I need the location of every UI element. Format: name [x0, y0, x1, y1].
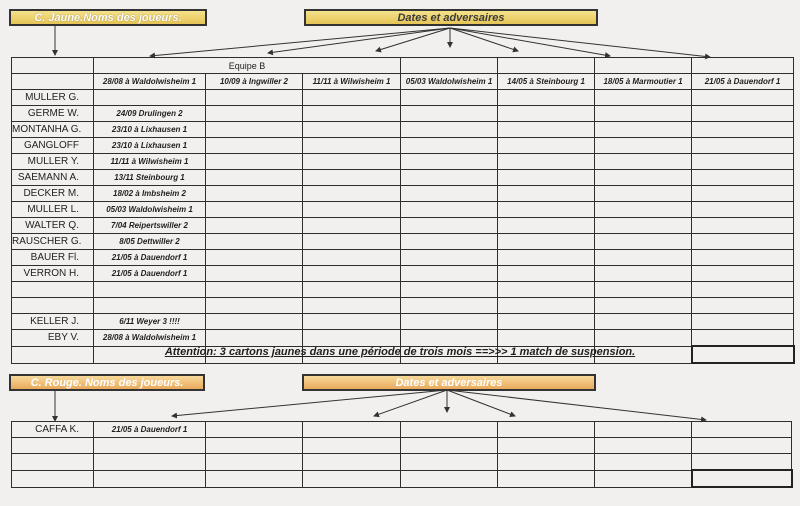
card-entry: 18/02 à Imbsheim 2: [94, 186, 206, 202]
player-name: DECKER M.: [12, 186, 94, 202]
empty-cell: [303, 314, 401, 330]
empty-cell: [401, 138, 498, 154]
player-name: [12, 438, 94, 454]
column-header: 10/09 à Ingwiller 2: [206, 74, 303, 90]
empty-cell: [401, 330, 498, 347]
empty-cell: [692, 454, 792, 471]
empty-cell: [692, 298, 794, 314]
table-row: [12, 298, 794, 314]
empty-cell: [692, 330, 794, 347]
empty-cell: [692, 186, 794, 202]
card-entry: 8/05 Dettwiller 2: [94, 234, 206, 250]
empty-cell: [595, 138, 692, 154]
table-row: [12, 330, 794, 347]
player-name: MULLER G.: [12, 90, 94, 106]
table-row: [12, 122, 794, 138]
table-row: [12, 282, 794, 298]
empty-cell: [303, 106, 401, 122]
empty-cell: [206, 314, 303, 330]
empty-cell: [692, 266, 794, 282]
empty-cell: [498, 298, 595, 314]
empty-cell: [303, 202, 401, 218]
empty-cell: [595, 266, 692, 282]
empty-cell: [692, 234, 794, 250]
column-header-blank: [12, 74, 94, 90]
empty-cell: [692, 422, 792, 438]
empty-cell: [206, 90, 303, 106]
empty-cell: [401, 314, 498, 330]
player-name: MONTANHA G.: [12, 122, 94, 138]
empty-cell: [303, 122, 401, 138]
player-name: [12, 454, 94, 471]
empty-cell: [692, 282, 794, 298]
empty-cell: [595, 250, 692, 266]
empty-cell: [498, 106, 595, 122]
player-name: BAUER Fl.: [12, 250, 94, 266]
empty-cell: [595, 186, 692, 202]
empty-cell: [401, 250, 498, 266]
card-entry: [94, 454, 206, 471]
table-row: [12, 266, 794, 282]
empty-cell: [498, 282, 595, 298]
table-row: [12, 218, 794, 234]
empty-cell: [595, 422, 692, 438]
empty-cell: [692, 122, 794, 138]
card-entry: 05/03 Waldolwisheim 1: [94, 202, 206, 218]
empty-cell: [692, 106, 794, 122]
empty-cell: [498, 250, 595, 266]
red-card-table: [11, 421, 793, 488]
empty-cell: [692, 250, 794, 266]
column-header: 28/08 à Waldolwisheim 1: [94, 74, 206, 90]
empty-cell: [595, 282, 692, 298]
empty-cell: [206, 170, 303, 186]
yellow-card-table: [11, 57, 795, 364]
card-entry: 28/08 à Waldolwisheim 1: [94, 330, 206, 347]
player-name: KELLER J.: [12, 314, 94, 330]
player-name: MULLER Y.: [12, 154, 94, 170]
card-entry: 7/04 Reipertswiller 2: [94, 218, 206, 234]
empty-cell: [303, 454, 401, 471]
empty-cell: [401, 154, 498, 170]
empty-cell: [401, 282, 498, 298]
card-entry: 21/05 à Dauendorf 1: [94, 250, 206, 266]
table-row: [12, 138, 794, 154]
empty-cell: [498, 218, 595, 234]
card-entry: [94, 470, 206, 487]
empty-cell: [595, 122, 692, 138]
empty-cell: [303, 470, 401, 487]
empty-cell: [401, 186, 498, 202]
table-row: [12, 186, 794, 202]
empty-cell: [206, 122, 303, 138]
empty-cell: [498, 314, 595, 330]
table-row: [12, 454, 792, 471]
card-entry: [94, 298, 206, 314]
empty-cell: [303, 186, 401, 202]
empty-cell: [595, 454, 692, 471]
empty-cell: [206, 154, 303, 170]
card-entry: 11/11 à Wilwisheim 1: [94, 154, 206, 170]
empty-cell: [206, 438, 303, 454]
empty-cell: [498, 330, 595, 347]
empty-cell: [206, 422, 303, 438]
empty-cell: [498, 438, 595, 454]
empty-cell: [595, 470, 692, 487]
empty-cell: [206, 250, 303, 266]
player-name: GANGLOFF: [12, 138, 94, 154]
card-entry: 21/05 à Dauendorf 1: [94, 422, 206, 438]
empty-cell: [401, 90, 498, 106]
column-header: 05/03 Waldolwisheim 1: [401, 74, 498, 90]
empty-cell: [206, 266, 303, 282]
empty-cell: [692, 90, 794, 106]
empty-cell: [303, 170, 401, 186]
empty-cell: [206, 138, 303, 154]
empty-cell: [206, 106, 303, 122]
empty-cell: [498, 138, 595, 154]
empty-cell: [401, 202, 498, 218]
empty-cell: [206, 298, 303, 314]
empty-cell: [401, 298, 498, 314]
empty-cell: [206, 218, 303, 234]
empty-cell: [498, 154, 595, 170]
empty-cell: [692, 202, 794, 218]
empty-cell: [498, 470, 595, 487]
player-name: WALTER Q.: [12, 218, 94, 234]
table-row: [12, 90, 794, 106]
empty-cell: [303, 266, 401, 282]
empty-cell: [595, 218, 692, 234]
empty-cell: [692, 218, 794, 234]
team-header: Equipe B: [94, 58, 401, 74]
player-name: MULLER L.: [12, 202, 94, 218]
player-name: RAUSCHER G.: [12, 234, 94, 250]
empty-cell: [498, 202, 595, 218]
empty-cell: [498, 186, 595, 202]
red-card-dates-label: [302, 374, 596, 391]
empty-cell: [206, 186, 303, 202]
empty-cell: [401, 266, 498, 282]
empty-cell: [692, 154, 794, 170]
empty-cell: [498, 266, 595, 282]
attention-note: Attention: 3 cartons jaunes dans une période de trois mois ==>>> 1 match de suspension.: [164, 346, 636, 358]
red-date-arrow-1: [172, 390, 447, 416]
empty-cell: [401, 106, 498, 122]
red-players-label-text: C. Rouge. Noms des joueurs.: [30, 376, 184, 389]
player-name: [12, 298, 94, 314]
empty-cell: [303, 330, 401, 347]
empty-cell: [595, 202, 692, 218]
empty-cell: [595, 314, 692, 330]
empty-cell: [498, 90, 595, 106]
empty-cell: [303, 250, 401, 266]
empty-cell: [401, 122, 498, 138]
empty-cell: [303, 438, 401, 454]
empty-cell: [303, 138, 401, 154]
empty-cell: [692, 170, 794, 186]
column-header: 14/05 à Steinbourg 1: [498, 74, 595, 90]
player-name: CAFFA K.: [12, 422, 94, 438]
column-header: 11/11 à Wilwisheim 1: [303, 74, 401, 90]
card-entry: [94, 90, 206, 106]
card-entry: 24/09 Drulingen 2: [94, 106, 206, 122]
empty-cell: [401, 234, 498, 250]
table-row: [12, 470, 792, 487]
empty-cell: [498, 170, 595, 186]
empty-cell: [206, 234, 303, 250]
card-entry: 13/11 Steinbourg 1: [94, 170, 206, 186]
empty-cell: [595, 330, 692, 347]
table-row: [12, 170, 794, 186]
player-name: VERRON H.: [12, 266, 94, 282]
table-row: [12, 106, 794, 122]
table-row: [12, 250, 794, 266]
empty-cell: [401, 218, 498, 234]
card-entry: 23/10 à Lixhausen 1: [94, 138, 206, 154]
empty-cell: [498, 422, 595, 438]
card-entry: [94, 282, 206, 298]
red-dates-label-text: Dates et adversaires: [395, 376, 503, 389]
empty-cell: [401, 170, 498, 186]
yellow-dates-label-text: Dates et adversaires: [397, 11, 505, 24]
card-entry: 23/10 à Lixhausen 1: [94, 122, 206, 138]
empty-cell: [206, 470, 303, 487]
empty-cell: [595, 298, 692, 314]
empty-cell: [401, 454, 498, 471]
empty-cell: [206, 282, 303, 298]
table-row: [12, 314, 794, 330]
card-entry: 21/05 à Dauendorf 1: [94, 266, 206, 282]
empty-cell: [303, 298, 401, 314]
empty-cell: [303, 282, 401, 298]
player-name: EBY V.: [12, 330, 94, 347]
empty-cell: [692, 138, 794, 154]
player-name: [12, 282, 94, 298]
empty-cell: [692, 314, 794, 330]
card-entry: 6/11 Weyer 3 !!!!: [94, 314, 206, 330]
empty-cell: [303, 154, 401, 170]
card-entry: [94, 438, 206, 454]
empty-cell: [595, 90, 692, 106]
blank-corner: [12, 58, 94, 74]
table-row: [12, 438, 792, 454]
column-header: 21/05 à Dauendorf 1: [692, 74, 794, 90]
player-name: [12, 470, 94, 487]
empty-cell: [498, 454, 595, 471]
empty-cell: [206, 454, 303, 471]
empty-cell: [303, 218, 401, 234]
table-row: [12, 154, 794, 170]
empty-cell: [498, 122, 595, 138]
empty-cell: [303, 90, 401, 106]
empty-cell: [498, 234, 595, 250]
empty-cell: [595, 170, 692, 186]
empty-cell: [401, 470, 498, 487]
empty-cell: [595, 154, 692, 170]
empty-cell: [595, 438, 692, 454]
column-header: 18/05 à Marmoutier 1: [595, 74, 692, 90]
red-card-players-label: [9, 374, 205, 391]
yellow-players-label-text: C. Jaune.Noms des joueurs.: [34, 11, 182, 24]
empty-cell: [206, 330, 303, 347]
empty-cell: [692, 470, 792, 487]
table-row: [12, 202, 794, 218]
empty-cell: [595, 234, 692, 250]
player-name: SAEMANN A.: [12, 170, 94, 186]
player-name: GERME W.: [12, 106, 94, 122]
empty-cell: [401, 438, 498, 454]
empty-cell: [595, 106, 692, 122]
table-row: [12, 234, 794, 250]
empty-cell: [206, 202, 303, 218]
table-row: [12, 422, 792, 438]
empty-cell: [692, 438, 792, 454]
empty-cell: [303, 422, 401, 438]
empty-cell: [303, 234, 401, 250]
empty-cell: [401, 422, 498, 438]
